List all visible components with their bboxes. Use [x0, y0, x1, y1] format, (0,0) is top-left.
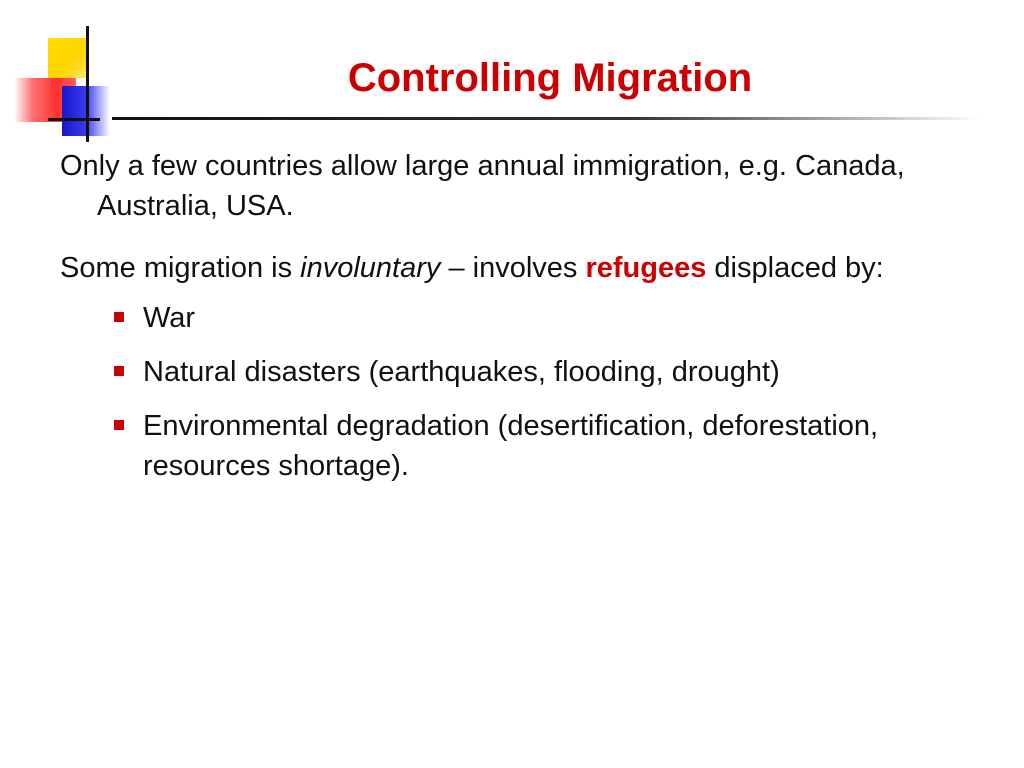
refugees-term: refugees	[585, 252, 707, 284]
logo-horizontal-line	[48, 118, 100, 121]
list-item-text: War	[143, 302, 196, 334]
list-item	[60, 406, 980, 486]
paragraph-involuntary	[60, 248, 980, 288]
list-item	[60, 298, 980, 338]
slide-title: Controlling Migration	[347, 56, 753, 100]
logo-yellow-square	[48, 38, 88, 78]
slide-body	[60, 146, 980, 500]
title-divider	[112, 117, 982, 120]
paragraph-prefix: Some migration is	[60, 252, 301, 284]
paragraph-middle: – involves	[440, 252, 586, 284]
cause-list	[60, 298, 980, 486]
involuntary-term: involuntary	[300, 252, 441, 284]
square-bullet-icon	[114, 420, 124, 430]
logo-vertical-line	[86, 26, 89, 142]
square-bullet-icon	[114, 366, 124, 376]
list-item-text: Environmental degradation (desertification, deforestation, resources shortage).	[143, 410, 879, 482]
list-item	[60, 352, 980, 392]
list-item-text: Natural disasters (earthquakes, flooding, drought)	[143, 356, 780, 388]
square-bullet-icon	[114, 312, 124, 322]
paragraph-suffix: displaced by:	[706, 252, 884, 284]
paragraph-immigration: Only a few countries allow large annual immigration, e.g. Canada, Australia, USA.	[60, 150, 905, 222]
